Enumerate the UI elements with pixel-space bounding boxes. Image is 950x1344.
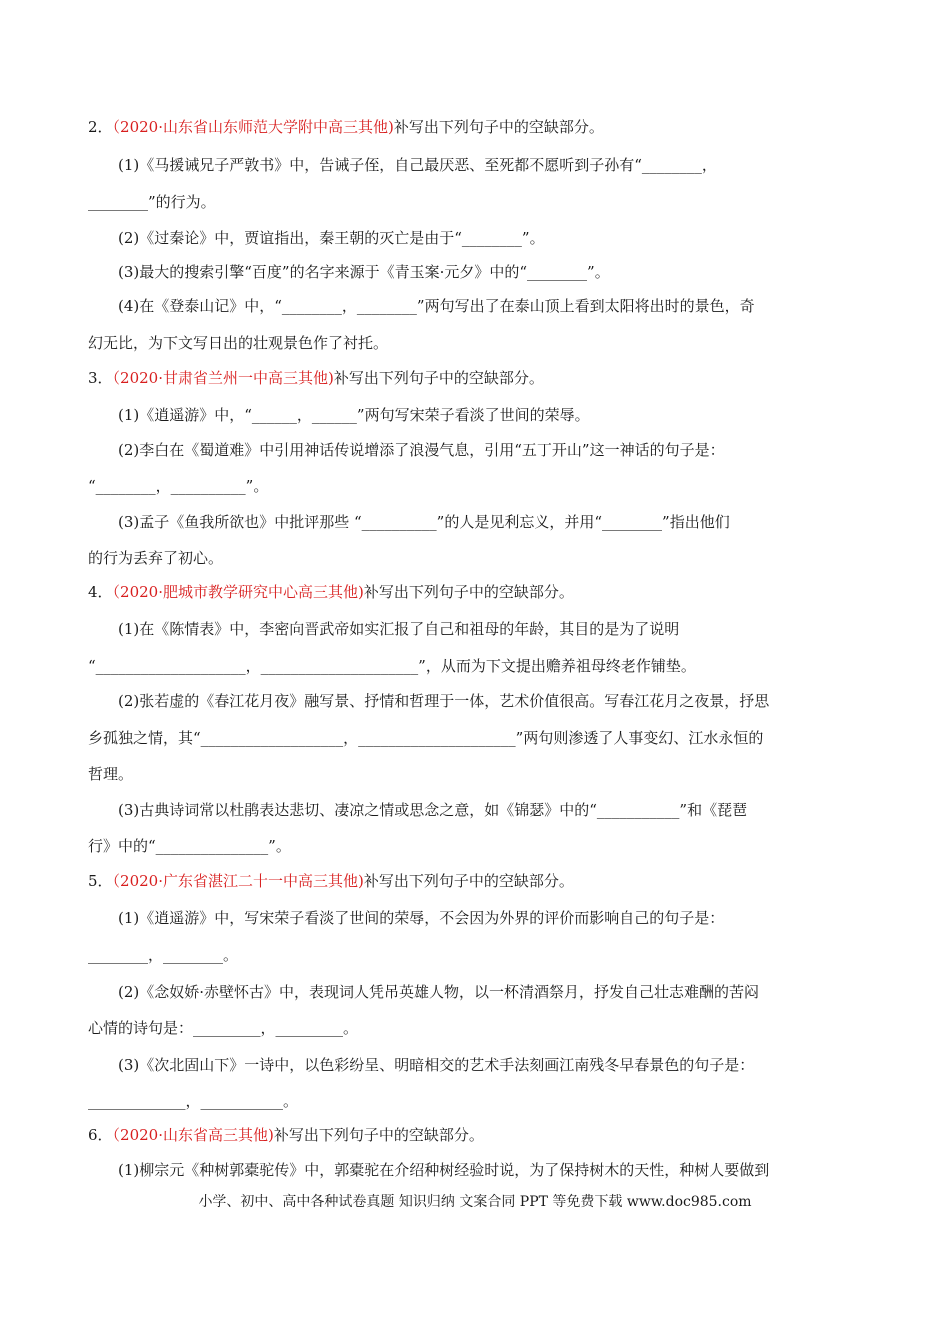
question-6-heading [88, 1125, 484, 1145]
question-line: (3)《次北固山下》一诗中，以色彩纷呈、明暗相交的艺术手法刻画江南残冬早春景色的句子是： [118, 1056, 755, 1074]
question-line: 行》中的“_______________”。 [88, 837, 291, 855]
question-instruction: 补写出下列句子中的空缺部分。 [393, 118, 604, 136]
question-line: “____________________，_____________________”，从而为下文提出赡养祖母终老作铺垫。 [88, 657, 696, 675]
question-line: (3)古典诗词常以杜鹃表达悲切、凄凉之情或思念之意，如《锦瑟》中的“___________”和《琵琶 [118, 801, 748, 819]
question-line: 哲理。 [88, 765, 134, 783]
question-line: (2)《念奴娇·赤壁怀古》中，表现词人凭吊英雄人物，以一杯清酒祭月，抒发自己壮志难酬的苦闷 [118, 983, 760, 1001]
question-line: (2)《过秦论》中，贾谊指出，秦王朝的灭亡是由于“________”。 [118, 229, 545, 247]
question-line: 幻无比，为下文写日出的壮观景色作了衬托。 [88, 334, 389, 352]
question-line: 乡孤独之情，其“___________________，_____________________”两句则渗透了人事变幻、江水永恒的 [88, 729, 764, 747]
question-instruction: 补写出下列句子中的空缺部分。 [333, 369, 544, 387]
question-line: 心情的诗句是：_________，_________。 [88, 1019, 359, 1037]
question-line: ________”的行为。 [88, 193, 216, 211]
page-footer: 小学、初中、高中各种试卷真题 知识归纳 文案合同 PPT 等免费下载 www.doc985.com [198, 1194, 752, 1210]
question-2-heading [88, 117, 604, 137]
question-number: 2． [88, 118, 113, 136]
question-3-heading [88, 368, 544, 388]
question-5-heading [88, 871, 574, 891]
question-instruction: 补写出下列句子中的空缺部分。 [273, 1126, 484, 1144]
question-line: ________，________。 [88, 946, 239, 964]
question-line: (1)在《陈情表》中，李密向晋武帝如实汇报了自己和祖母的年龄，其目的是为了说明 [118, 620, 680, 638]
question-instruction: 补写出下列句子中的空缺部分。 [363, 872, 574, 890]
question-line: (2)李白在《蜀道难》中引用神话传说增添了浪漫气息，引用“五丁开山”这一神话的句子是： [118, 441, 725, 459]
question-line: 的行为丢弃了初心。 [88, 549, 224, 567]
question-4-heading [88, 582, 574, 602]
question-line: (1)《逍遥游》中，写宋荣子看淡了世间的荣辱，不会因为外界的评价而影响自己的句子是： [118, 909, 725, 927]
question-line: “________，__________”。 [88, 477, 269, 495]
question-number: 4． [88, 583, 113, 601]
question-source: （2020·广东省湛江二十一中高三其他) [112, 872, 364, 890]
question-source: （2020·肥城市教学研究中心高三其他) [112, 583, 364, 601]
question-instruction: 补写出下列句子中的空缺部分。 [363, 583, 574, 601]
question-line: (2)张若虚的《春江花月夜》融写景、抒情和哲理于一体，艺术价值很高。写春江花月之夜景，抒思 [118, 692, 770, 710]
question-line: (1)《逍遥游》中，“______，______”两句写宋荣子看淡了世间的荣辱。 [118, 406, 590, 424]
question-number: 6． [88, 1126, 113, 1144]
question-line: (3)最大的搜索引擎“百度”的名字来源于《青玉案·元夕》中的“________”。 [118, 263, 610, 281]
question-number: 3． [88, 369, 113, 387]
question-source: （2020·甘肃省兰州一中高三其他) [112, 369, 334, 387]
question-line: _____________，___________。 [88, 1092, 299, 1110]
question-number: 5． [88, 872, 113, 890]
question-line: (3)孟子《鱼我所欲也》中批评那些 “__________”的人是见利忘义，并用“________”指出他们 [118, 513, 730, 531]
question-line: (4)在《登泰山记》中，“________，________”两句写出了在泰山顶上看到太阳将出时的景色，奇 [118, 297, 755, 315]
question-source: （2020·山东省山东师范大学附中高三其他) [112, 118, 394, 136]
question-line: (1)《马援诫兄子严敦书》中，告诫子侄，自己最厌恶、至死都不愿听到子孙有“________， [118, 156, 717, 174]
question-line: (1)柳宗元《种树郭橐驼传》中，郭橐驼在介绍种树经验时说，为了保持树木的天性，种树人要做到 [118, 1161, 770, 1179]
question-source: （2020·山东省高三其他) [112, 1126, 274, 1144]
